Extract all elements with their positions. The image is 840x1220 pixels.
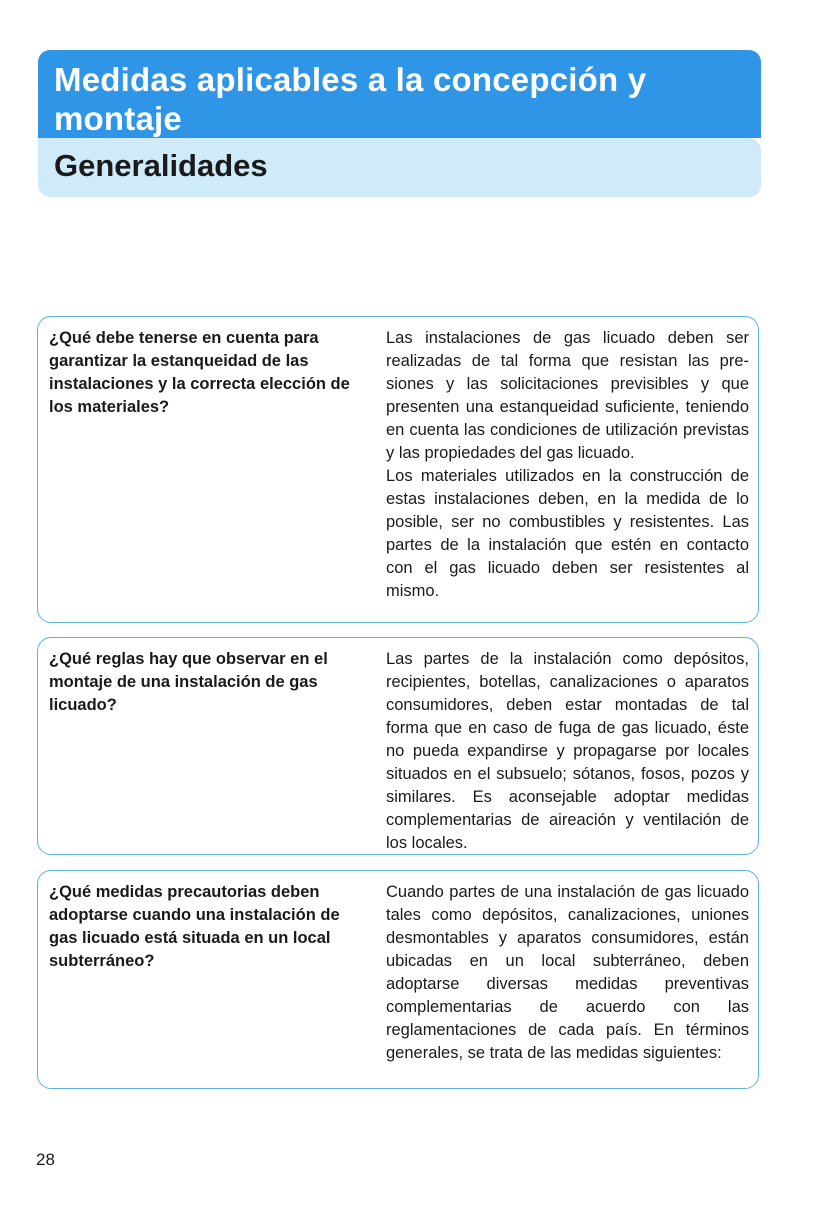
qa-card bbox=[37, 637, 759, 855]
section-header bbox=[38, 50, 761, 197]
question-text: ¿Qué medidas precautorias deben adoptarse cuando una instalación de gas licuado está situada en un local subterráneo? bbox=[49, 883, 340, 970]
answer-paragraph: Las partes de la instalación como depósitos, recipientes, botellas, canalizaciones o aparatos consumidores, deben estar montadas de tal forma que en caso de fuga de gas licuado, éste no pueda expandirse y propagarse por locales situados en el subsuelo; sótanos, fosos, pozos y similares. Es aconsejable adoptar medidas complementarias de aireación y ventilación de los locales. bbox=[386, 650, 749, 852]
answer-text bbox=[386, 327, 749, 603]
answer-text bbox=[386, 881, 749, 1065]
qa-card bbox=[37, 870, 759, 1089]
answer-paragraph: Las instalaciones de gas licuado deben ser realizadas de tal forma que resistan las presiones y las solicitaciones previsibles y que presenten una estanqueidad suficiente, teniendo en cuenta las condiciones de utilización previstas y las propiedades del gas licuado. bbox=[386, 329, 749, 462]
answer-paragraph: Cuando partes de una instalación de gas licuado tales como depósitos, canalizaciones, uniones desmontables y aparatos consumidores, están ubicadas en un local subterráneo, deben adoptarse diversas medidas preventivas complementarias de acuerdo con las reglamentaciones de cada país. En términos generales, se trata de las medidas siguientes: bbox=[386, 883, 749, 1062]
question-text: ¿Qué reglas hay que observar en el montaje de una instalación de gas licuado? bbox=[49, 650, 328, 714]
qa-card bbox=[37, 316, 759, 623]
section-title-band bbox=[38, 138, 761, 197]
section-title: Generalidades bbox=[54, 148, 268, 183]
chapter-title: Medidas aplicables a la concepción y montaje bbox=[54, 61, 647, 137]
question-text: ¿Qué debe tenerse en cuenta para garantizar la estanqueidad de las instalaciones y la correcta elección de los materiales? bbox=[49, 329, 350, 416]
chapter-title-band bbox=[38, 50, 761, 138]
page-number: 28 bbox=[36, 1150, 55, 1169]
answer-paragraph: Los materiales utilizados en la construcción de estas instalaciones deben, en la medida de lo posible, ser no combustibles y resistentes. Las partes de la instalación que estén en contacto con el gas licuado deben ser resistentes al mismo. bbox=[386, 467, 749, 600]
answer-text bbox=[386, 648, 749, 855]
